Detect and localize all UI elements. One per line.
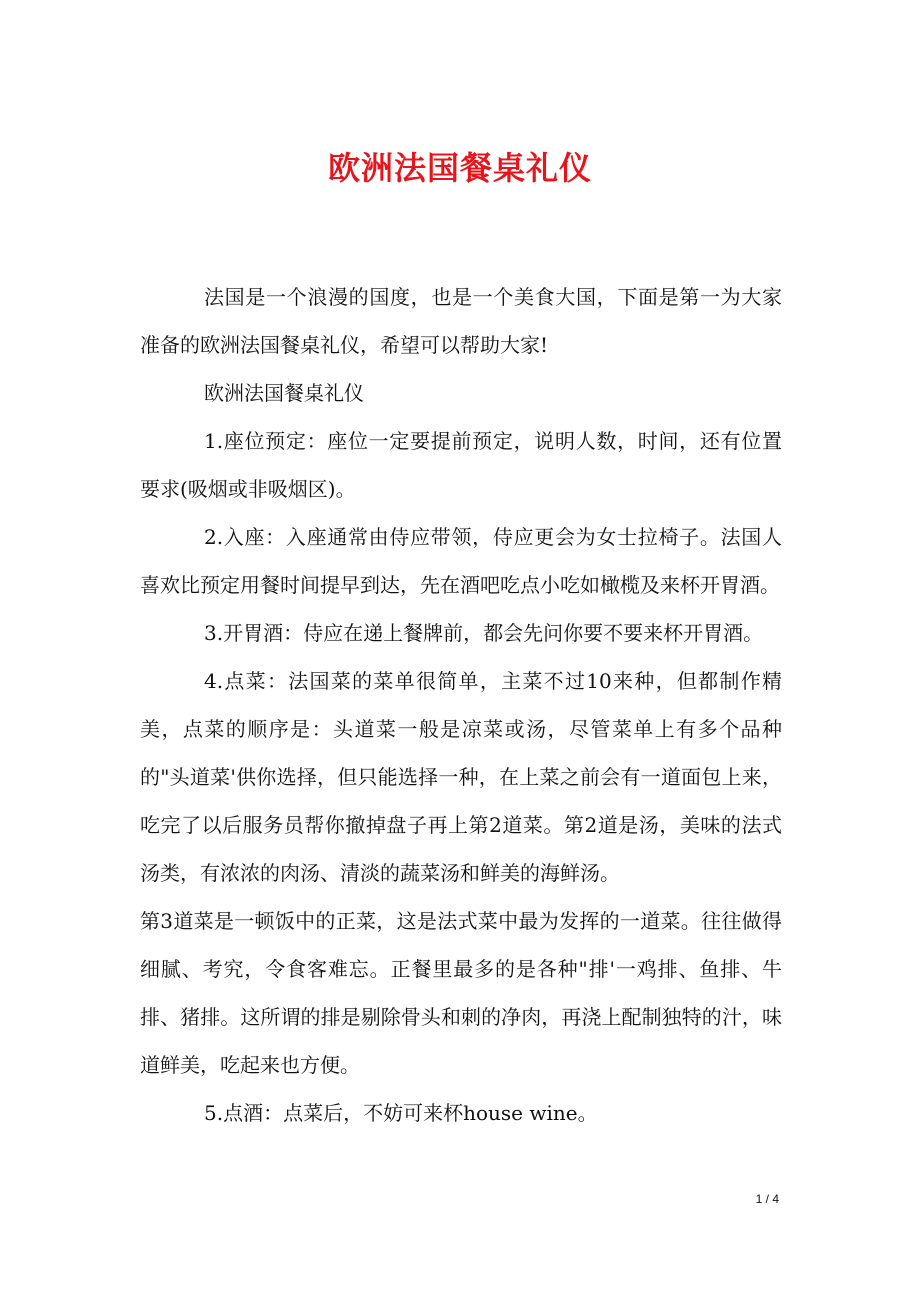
document-title: 欧洲法国餐桌礼仪 (327, 149, 592, 187)
paragraph-seating: 2.入座：入座通常由侍应带领，侍应更会为女士拉椅子。法国人喜欢比预定用餐时间提早到达，先在酒吧吃点小吃如橄榄及来杯开胃酒。 (140, 525, 782, 597)
paragraph-ordering: 4.点菜：法国菜的菜单很简单，主菜不过10来种，但都制作精美，点菜的顺序是：头道菜一般是凉菜或汤，尽管菜单上有多个品种的"头道菜'供你选择，但只能选择一种，在上菜之前会有一道面包上来，吃完了以后服务员帮你撤掉盘子再上第2道菜。第2道是汤，美味的法式汤类，有浓浓的肉汤、清淡的蔬菜汤和鲜美的海鲜汤。 (140, 669, 782, 885)
paragraph-aperitif: 3.开胃酒：侍应在递上餐牌前，都会先问你要不要来杯开胃酒。 (204, 621, 764, 645)
paragraph-main-course: 第3道菜是一顿饭中的正菜，这是法式菜中最为发挥的一道菜。往往做得细腻、考究，令食客难忘。正餐里最多的是各种"排'一鸡排、鱼排、牛排、猪排。这所谓的排是剔除骨头和刺的净肉，再浇上配制独特的汁，味道鲜美，吃起来也方便。 (140, 909, 782, 1077)
paragraph-seat-reservation: 1.座位预定：座位一定要提前预定，说明人数，时间，还有位置要求(吸烟或非吸烟区)。 (140, 429, 782, 501)
paragraph-subheading: 欧洲法国餐桌礼仪 (204, 381, 364, 405)
paragraph-wine: 5.点酒：点菜后，不妨可来杯house wine。 (204, 1101, 598, 1125)
page-number: 1 / 4 (755, 1192, 779, 1206)
paragraph-intro: 法国是一个浪漫的国度，也是一个美食大国，下面是第一为大家准备的欧洲法国餐桌礼仪，希望可以帮助大家! (140, 285, 782, 357)
document-body (140, 273, 782, 1137)
